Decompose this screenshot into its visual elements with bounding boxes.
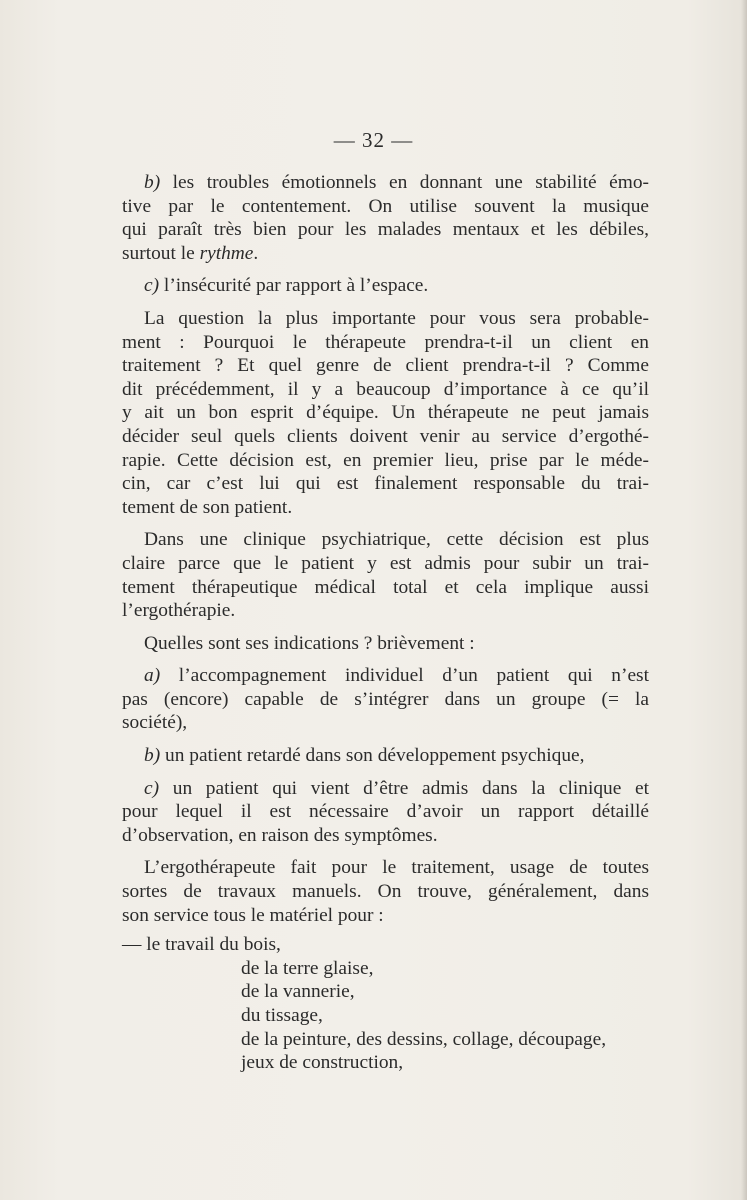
- text-line: La question la plus importante pour vous sera probable-: [144, 307, 649, 329]
- text-line: l’ergothérapie.: [122, 600, 236, 622]
- paragraph-indication-a: [122, 664, 649, 735]
- text-line: les troubles émotionnels en donnant une stabilité émo-: [160, 172, 649, 193]
- list-item: — le travail du bois,: [122, 934, 281, 956]
- text-line: Quelles sont ses indications ? brièvement :: [144, 632, 475, 654]
- text-line: sortes de travaux manuels. On trouve, généralement, dans: [122, 881, 649, 903]
- text-line: dit précédemment, il y a beaucoup d’importance à ce qu’il: [122, 378, 649, 400]
- text-line: pour lequel il est nécessaire d’avoir un rapport détaillé: [122, 801, 649, 823]
- item-label: a): [144, 665, 161, 687]
- text-line: L’ergothérapeute fait pour le traitement, usage de toutes: [144, 857, 649, 879]
- text-line: décider seul quels clients doivent venir au service d’ergothé-: [122, 425, 649, 447]
- text-line: rapie. Cette décision est, en premier lieu, prise par le méde-: [122, 449, 649, 471]
- text-line: l’insécurité par rapport à l’espace.: [159, 275, 429, 297]
- text-line: y ait un bon esprit d’équipe. Un thérapeute ne peut jamais: [122, 402, 649, 424]
- text-line: un patient retardé dans son développement psychique,: [160, 745, 585, 767]
- text-line: tement thérapeutique médical total et cela implique aussi: [122, 576, 649, 598]
- list-item: de la terre glaise,: [241, 957, 374, 979]
- text-line: tement de son patient.: [122, 496, 293, 518]
- item-label: c): [144, 777, 160, 799]
- item-label: b): [144, 745, 161, 767]
- list-item: de la peinture, des dessins, collage, découpage,: [241, 1028, 607, 1050]
- page-edge-shadow: [741, 0, 747, 1200]
- text-line: traitement ? Et quel genre de client prendra-t-il ? Comme: [122, 355, 649, 377]
- list-item: de la vannerie,: [241, 981, 355, 1003]
- text-line: cin, car c’est lui qui est finalement responsable du trai-: [122, 473, 649, 495]
- text-line: l’accompagnement individuel d’un patient qui n’est: [160, 665, 649, 687]
- paragraph-indications: [122, 632, 649, 656]
- list-item: jeux de construction,: [241, 1052, 404, 1074]
- text-line: tive par le contentement. On utilise souvent la musique: [122, 195, 649, 217]
- emphasis-rythme: rythme: [199, 242, 254, 264]
- text-line: société),: [122, 712, 188, 734]
- paragraph-insecurity: [122, 274, 649, 298]
- item-label: b): [144, 172, 161, 193]
- text-line: pas (encore) capable de s’intégrer dans un groupe (= la: [122, 688, 649, 710]
- text-line: Dans une clinique psychiatrique, cette décision est plus: [144, 529, 649, 551]
- text-line: d’observation, en raison des symptômes.: [122, 824, 438, 846]
- text-line: .: [253, 242, 259, 264]
- text-line: son service tous le matériel pour :: [122, 904, 384, 926]
- item-label: c): [144, 275, 160, 297]
- body-text: [122, 171, 649, 1075]
- paragraph-question: [122, 307, 649, 519]
- list-item: du tissage,: [241, 1005, 323, 1026]
- paragraph-psychiatric-clinic: [122, 528, 649, 622]
- paragraph-emotional-troubles: [122, 171, 649, 265]
- paragraph-manual-work: [122, 856, 649, 927]
- paragraph-indication-c: [122, 777, 649, 848]
- page-number: — 32 —: [333, 128, 414, 152]
- text-line: surtout le: [122, 242, 200, 264]
- text-line: claire parce que le patient y est admis pour subir un trai-: [122, 552, 649, 574]
- text-line: un patient qui vient d’être admis dans la clinique et: [159, 777, 649, 799]
- text-line: qui paraît très bien pour les malades mentaux et les débiles,: [122, 219, 649, 241]
- materials-list: [122, 933, 649, 1075]
- paragraph-indication-b: [122, 744, 649, 768]
- text-line: ment : Pourquoi le thérapeute prendra-t-il un client en: [122, 331, 649, 353]
